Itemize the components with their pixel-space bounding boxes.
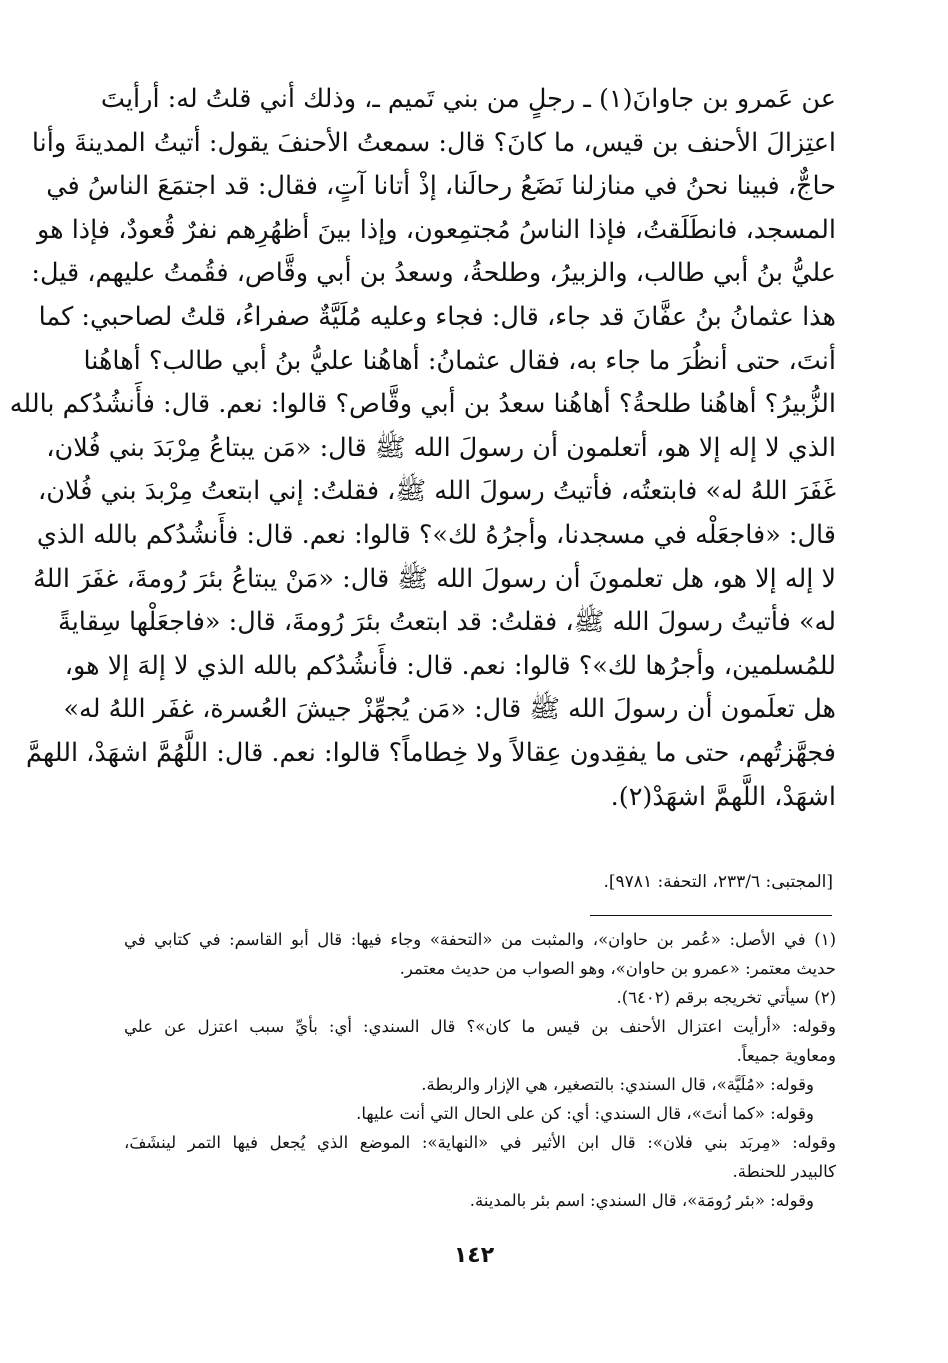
main-text-line: قال: «فاجعَلْه في مسجدنا، وأجرُهُ لك»؟ قالوا: نعم. قال: فأَنشُدُكم بالله الذي: [36, 519, 836, 550]
page-number: ١٤٢: [453, 1243, 495, 1268]
footnote-divider: [590, 915, 832, 916]
main-text-line: لا إله إلا هو، هل تعلمونَ أن رسولَ الله ﷺ قال: «مَنْ يبتاعُ بئرَ رُومةَ، غفَرَ اللهُ: [33, 563, 836, 594]
footnote-line: ومعاوية جميعاً.: [736, 1046, 836, 1065]
main-text-line: المسجد، فانطَلَقتُ، فإذا الناسُ مُجتمِعون، وإذا بينَ أظهُرِهم نفرٌ قُعودٌ، فإذا هو: [36, 214, 836, 245]
main-text-line: هل تعلَمون أن رسولَ الله ﷺ قال: «مَن يُجهِّزْ جيشَ العُسرة، غفَر اللهُ له»: [63, 694, 836, 725]
main-text-line: عن عَمرو بن جاوانَ(١) ـ رجلٍ من بني تَميم ـ، وذلك أني قلتُ له: أرأيتَ: [100, 84, 836, 114]
footnote-line: وقوله: «بئر رُومَة»، قال السندي: اسم بئر بالمدينة.: [469, 1191, 814, 1210]
footnote-line: وقوله: «مُلَيَّة»، قال السندي: بالتصغير، هي الإزار والربطة.: [421, 1075, 814, 1094]
main-text-line: الذي لا إله إلا هو، أتعلمون أن رسولَ الله ﷺ قال: «مَن يبتاعُ مِرْبَدَ بني فُلان،: [46, 432, 836, 463]
footnote-line: كالبيدر للحنطة.: [732, 1162, 836, 1181]
main-text-line: هذا عثمانُ بنُ عفَّانَ قد جاء، قال: فجاء وعليه مُلَيَّةٌ صفراءُ، قلتُ لصاحبي: كما: [38, 301, 836, 332]
source-reference: [المجتبى: ٢٣٣/٦، التحفة: ٩٧٨١].: [603, 872, 833, 892]
footnote-line: وقوله: «مِربَد بني فلان»: قال ابن الأثير في «النهاية»: الموضع الذي يُجعل فيها التمر لينشَفَ،: [124, 1133, 836, 1152]
footnotes: [124, 925, 836, 1215]
main-text-line: عليُّ بنُ أبي طالب، والزبيرُ، وطلحةُ، وسعدُ بن أبي وقَّاص، فقُمتُ عليهم، قيل:: [31, 258, 836, 289]
main-text-line: اشهَدْ، اللَّهمَّ اشهَدْ(٢).: [610, 781, 836, 812]
main-text-line: حاجٌّ، فبينا نحنُ في منازلنا نَضَعُ رحالَنا، إذْ أتانا آتٍ، فقال: قد اجتمَعَ الناسُ في: [46, 171, 836, 202]
footnote-line: حديث معتمر: «عمرو بن حاوان»، وهو الصواب من حديث معتمر.: [399, 959, 836, 978]
main-text-line: أنتَ، حتى أنظُرَ ما جاء به، فقال عثمانُ: أهاهُنا عليُّ بنُ أبي طالب؟ أهاهُنا: [83, 345, 836, 376]
main-hadith-text: [9, 78, 836, 819]
footnote-line: وقوله: «كما أنتَ»، قال السندي: أي: كن على الحال التي أنت عليها.: [356, 1104, 814, 1123]
footnote-line: (١) في الأصل: «عُمر بن حاوان»، والمثبت من «التحفة» وجاء فيها: قال أبو القاسم: في كتابي في: [124, 930, 836, 949]
footnote-line: وقوله: «أرأيت اعتزال الأحنف بن قيس ما كان»؟ قال السندي: أي: بأيِّ سبب اعتزل عن علي: [124, 1017, 836, 1036]
main-text-line: فجهَّزتُهم، حتى ما يفقِدون عِقالاً ولا خِطاماً؟ قالوا: نعم. قال: اللَّهُمَّ اشهَدْ، اللهمَّ: [26, 737, 836, 768]
main-text-line: اعتِزالَ الأحنف بن قيس، ما كانَ؟ قال: سمعتُ الأحنفَ يقول: أتيتُ المدينةَ وأنا: [31, 127, 836, 158]
main-text-line: للمُسلمين، وأجرُها لك»؟ قالوا: نعم. قال: فأَنشُدُكم بالله الذي لا إلهَ إلا هو،: [64, 650, 836, 681]
main-text-line: الزُّبيرُ؟ أهاهُنا طلحةُ؟ أهاهُنا سعدُ بن أبي وقَّاص؟ قالوا: نعم. قال: فأَنشُدُكم بالله: [9, 389, 836, 420]
footnote-line: (٢) سيأتي تخريجه برقم (٦٤٠٢).: [616, 988, 836, 1007]
main-text-line: غَفَرَ اللهُ له» فابتعتُه، فأتيتُ رسولَ الله ﷺ، فقلتُ: إني ابتعتُ مِرْبدَ بني فُلان،: [38, 476, 836, 507]
main-text-line: له» فأتيتُ رسولَ الله ﷺ، فقلتُ: قد ابتعتُ بئرَ رُومةَ، قال: «فاجعَلْها سِقايةً: [58, 607, 836, 638]
